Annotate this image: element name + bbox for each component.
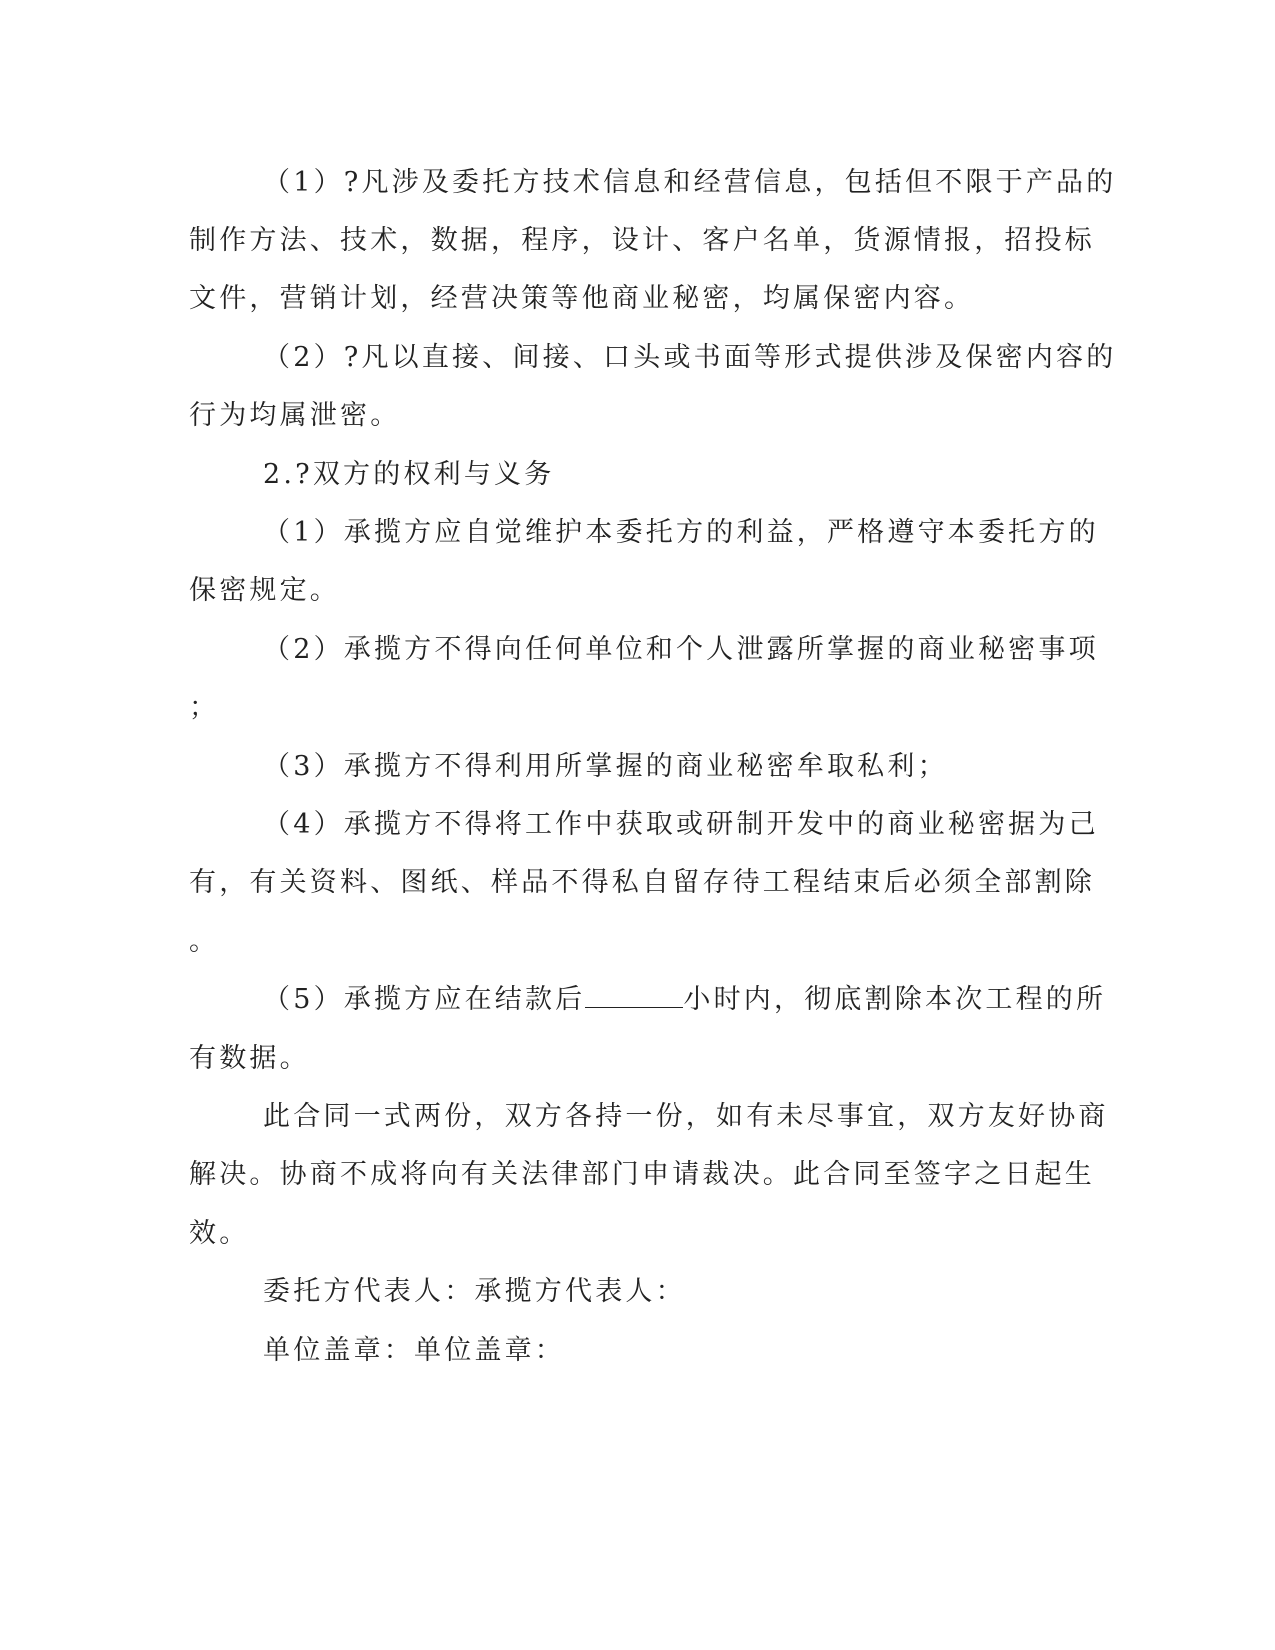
closing-line-1: 此合同一式两份，双方各持一份，如有未尽事宜，双方友好协商 [263,1101,1109,1132]
clause-1-line-1: （1）?凡涉及委托方技术信息和经营信息，包括但不限于产品的 [263,167,1117,198]
duty-4-line-3: 。 [189,926,220,957]
closing-line-2: 解决。协商不成将向有关法律部门申请裁决。此合同至签字之日起生 [189,1159,1095,1190]
hours-blank-field [585,985,683,1008]
duty-2-line-1: （2）承揽方不得向任何单位和个人泄露所掌握的商业秘密事项 [263,634,1099,665]
duty-1-line-1: （1）承揽方应自觉维护本委托方的利益，严格遵守本委托方的 [263,517,1099,548]
clause-1-line-3: 文件，营销计划，经营决策等他商业秘密，均属保密内容。 [189,283,975,314]
representative-signature-line: 委托方代表人：承揽方代表人： [263,1276,686,1307]
closing-line-3: 效。 [189,1218,250,1249]
section-heading-rights: 2.?双方的权利与义务 [263,459,555,490]
duty-5-line-1 [263,983,1106,1017]
duty-3-line-1: （3）承揽方不得利用所掌握的商业秘密牟取私利； [263,751,948,782]
duty-1-line-2: 保密规定。 [189,575,340,606]
clause-1-line-2: 制作方法、技术，数据，程序，设计、客户名单，货源情报，招投标 [189,225,1095,256]
duty-5-text-before: （5）承揽方应在结款后 [263,984,586,1015]
duty-5-line-2: 有数据。 [189,1043,310,1074]
duty-4-line-1: （4）承揽方不得将工作中获取或研制开发中的商业秘密据为己 [263,809,1099,840]
duty-2-line-2: ； [189,692,220,723]
clause-2-line-1: （2）?凡以直接、间接、口头或书面等形式提供涉及保密内容的 [263,342,1117,373]
company-seal-line: 单位盖章：单位盖章： [263,1335,565,1366]
clause-2-line-2: 行为均属泄密。 [189,400,401,431]
duty-4-line-2: 有，有关资料、图纸、样品不得私自留存待工程结束后必须全部割除 [189,867,1095,898]
duty-5-text-after: 小时内，彻底割除本次工程的所 [683,984,1107,1015]
